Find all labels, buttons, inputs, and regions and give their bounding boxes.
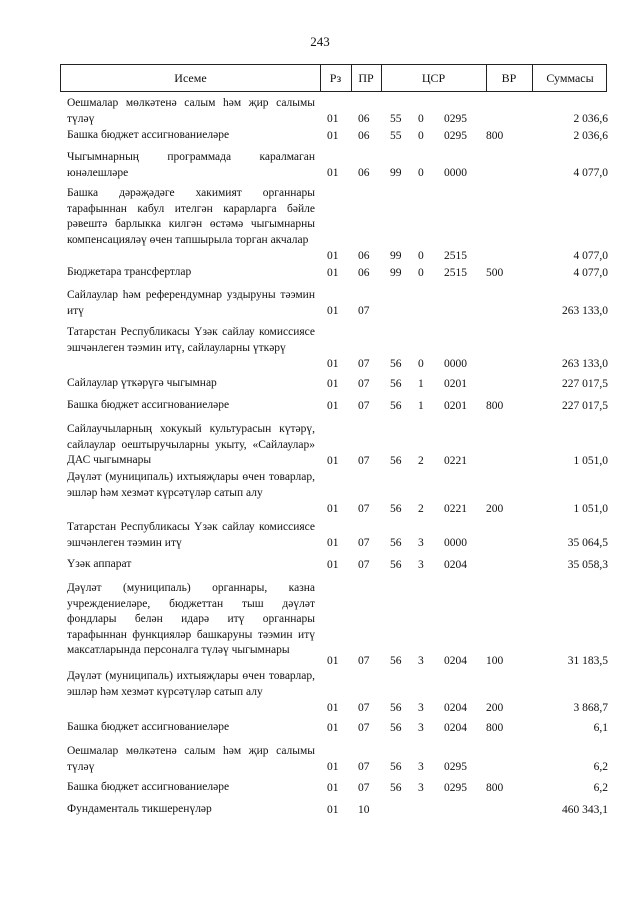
row-name: Бюджетара трансфертлар [67,266,192,278]
row-name: Дәүләт (муниципаль) ихтыяҗлары өчен товарлар, эшләр һәм хезмәт күрсәтүләр сатып алу [67,670,315,698]
row-rz: 01 [327,761,339,773]
row-csr-2: 2 [418,503,424,515]
row-rz: 01 [327,113,339,125]
row-csr-1: 56 [390,400,402,412]
row-csr-3: 2515 [444,250,467,262]
row-csr-3: 0295 [444,130,467,142]
row-rz: 01 [327,503,339,515]
table-row [0,325,640,372]
table-row [0,669,640,716]
row-rz: 01 [327,804,339,816]
row-pr: 07 [358,378,370,390]
row-csr-1: 56 [390,455,402,467]
table-row [0,520,640,551]
row-csr-1: 99 [390,267,402,279]
row-csr-3: 0201 [444,400,467,412]
row-csr-2: 2 [418,455,424,467]
row-pr: 06 [358,130,370,142]
row-rz: 01 [327,130,339,142]
page-number: 243 [310,34,330,49]
row-csr-1: 56 [390,722,402,734]
row-rz: 01 [327,305,339,317]
row-csr-1: 56 [390,655,402,667]
row-pr: 06 [358,267,370,279]
row-pr: 07 [358,455,370,467]
table-row [0,470,640,517]
row-pr: 06 [358,167,370,179]
row-rz: 01 [327,722,339,734]
row-csr-1: 56 [390,761,402,773]
row-sum: 4 077,0 [573,267,608,279]
row-sum: 3 868,7 [573,702,608,714]
row-pr: 07 [358,503,370,515]
row-csr-1: 55 [390,130,402,142]
row-csr-3: 0295 [444,761,467,773]
row-vr: 100 [486,655,504,667]
row-sum: 35 064,5 [567,537,608,549]
row-csr-2: 3 [418,702,424,714]
row-csr-1: 56 [390,559,402,571]
row-csr-1: 56 [390,537,402,549]
row-sum: 6,2 [593,782,608,794]
row-pr: 07 [358,722,370,734]
row-sum: 1 051,0 [573,503,608,515]
row-csr-1: 99 [390,250,402,262]
row-pr: 06 [358,250,370,262]
row-sum: 227 017,5 [562,400,608,412]
row-vr: 500 [486,267,504,279]
table-row [0,150,640,181]
row-rz: 01 [327,655,339,667]
row-name: Оешмалар мөлкәтенә салым һәм җир салымы түләү [67,97,315,125]
row-name: Татарстан Республикасы Үзәк сайлау комиссиясе эшчәнлеген тәэмин итү [67,521,315,549]
row-csr-2: 0 [418,358,424,370]
table-row [0,288,640,319]
row-rz: 01 [327,537,339,549]
row-csr-3: 0204 [444,655,467,667]
row-csr-2: 3 [418,537,424,549]
row-sum: 1 051,0 [573,455,608,467]
row-name: Дәүләт (муниципаль) ихтыяҗлары өчен товарлар, эшләр һәм хезмәт күрсәтүләр сатып алу [67,471,315,499]
row-pr: 07 [358,305,370,317]
table-row [0,398,640,414]
row-name: Оешмалар мөлкәтенә салым һәм җир салымы түләү [67,745,315,773]
table-row [0,96,640,127]
row-csr-3: 0000 [444,537,467,549]
row-csr-2: 0 [418,167,424,179]
row-rz: 01 [327,455,339,467]
row-rz: 01 [327,782,339,794]
row-pr: 07 [358,559,370,571]
row-rz: 01 [327,378,339,390]
row-sum: 31 183,5 [567,655,608,667]
row-rz: 01 [327,702,339,714]
row-vr: 800 [486,130,504,142]
table-header [60,64,607,92]
row-sum: 460 343,1 [562,804,608,816]
table-row [0,802,640,818]
row-csr-2: 3 [418,559,424,571]
row-csr-3: 0295 [444,782,467,794]
row-sum: 2 036,6 [573,130,608,142]
row-rz: 01 [327,250,339,262]
table-row [0,265,640,281]
table-row [0,744,640,775]
row-csr-3: 0204 [444,559,467,571]
row-csr-1: 56 [390,358,402,370]
row-name: Сайлаулар һәм референдумнар уздыруны тәэмин итү [67,289,315,317]
row-vr: 800 [486,782,504,794]
row-name: Үзәк аппарат [67,558,132,570]
row-csr-2: 1 [418,378,424,390]
header-rz: Рз [329,71,342,85]
row-vr: 800 [486,400,504,412]
row-sum: 6,1 [593,722,608,734]
row-csr-1: 99 [390,167,402,179]
row-sum: 4 077,0 [573,167,608,179]
row-name: Башка бюджет ассигнованиеләре [67,129,230,141]
row-csr-1: 56 [390,378,402,390]
row-name: Башка бюджет ассигнованиеләре [67,781,230,793]
row-sum: 35 058,3 [567,559,608,571]
row-name: Дәүләт (муниципаль) органнары, казна учреждениеләре, бюджеттан тыш дәүләт фондлары белән идарә итү органнары тарафыннан функцияләр башкаруны тәэмин итү максатларында персоналга түләү чыгымнары [67,582,315,656]
row-csr-2: 0 [418,130,424,142]
row-rz: 01 [327,559,339,571]
row-csr-2: 0 [418,250,424,262]
header-csr: ЦСР [421,71,446,85]
row-csr-3: 0295 [444,113,467,125]
table-row [0,422,640,469]
row-sum: 6,2 [593,761,608,773]
header-name: Исеме [174,71,207,85]
header-pr: ПР [358,71,374,85]
row-name: Башка бюджет ассигнованиеләре [67,399,230,411]
row-csr-1: 55 [390,113,402,125]
row-csr-1: 56 [390,503,402,515]
row-rz: 01 [327,167,339,179]
row-vr: 200 [486,503,504,515]
table-row [0,186,640,264]
row-name: Чыгымнарның программада каралмаган юнәлешләре [67,151,315,179]
table-row [0,128,640,144]
row-csr-3: 0201 [444,378,467,390]
row-csr-3: 0221 [444,455,467,467]
row-rz: 01 [327,400,339,412]
row-csr-2: 3 [418,761,424,773]
row-sum: 263 133,0 [562,305,608,317]
table-row [0,376,640,392]
row-name: Сайлаучыларның хокукый культурасын күтәрү, сайлаулар оештыручыларны укыту, «Сайлаулар» ДАС чыгымнары [67,423,315,466]
row-pr: 07 [358,782,370,794]
row-name: Сайлаулар үткәрүгә чыгымнар [67,377,217,389]
row-csr-3: 0204 [444,702,467,714]
table-row [0,720,640,736]
row-csr-3: 0000 [444,358,467,370]
row-csr-2: 0 [418,267,424,279]
row-csr-1: 56 [390,782,402,794]
row-name: Фундаменталь тикшеренүләр [67,803,212,815]
row-pr: 07 [358,537,370,549]
row-pr: 07 [358,358,370,370]
row-name: Татарстан Республикасы Үзәк сайлау комиссиясе эшчәнлеген тәэмин итү, сайлауларны үткәрү [67,326,315,354]
row-csr-3: 0204 [444,722,467,734]
row-csr-2: 3 [418,782,424,794]
row-csr-2: 1 [418,400,424,412]
row-sum: 4 077,0 [573,250,608,262]
row-csr-3: 0221 [444,503,467,515]
table-row [0,780,640,796]
row-pr: 07 [358,702,370,714]
row-pr: 07 [358,761,370,773]
row-vr: 800 [486,722,504,734]
row-csr-3: 2515 [444,267,467,279]
row-sum: 227 017,5 [562,378,608,390]
row-name: Башка бюджет ассигнованиеләре [67,721,230,733]
row-csr-2: 3 [418,655,424,667]
table-row [0,557,640,573]
row-pr: 07 [358,655,370,667]
row-sum: 263 133,0 [562,358,608,370]
row-csr-3: 0000 [444,167,467,179]
header-vr: ВР [501,71,517,85]
row-rz: 01 [327,267,339,279]
row-rz: 01 [327,358,339,370]
row-vr: 200 [486,702,504,714]
table-row [0,581,640,669]
row-sum: 2 036,6 [573,113,608,125]
row-name: Башка дәрәҗәдәге хакимият органнары тарафыннан кабул ителгән карарларга бәйле рәвештә барлыкка килгән өстәмә чыгымнарны компенсацияләү өчен тапшырыла торган акчалар [67,187,315,246]
row-pr: 06 [358,113,370,125]
row-csr-2: 0 [418,113,424,125]
row-pr: 07 [358,400,370,412]
row-pr: 10 [358,804,370,816]
header-sum: Суммасы [546,71,594,85]
row-csr-1: 56 [390,702,402,714]
row-csr-2: 3 [418,722,424,734]
